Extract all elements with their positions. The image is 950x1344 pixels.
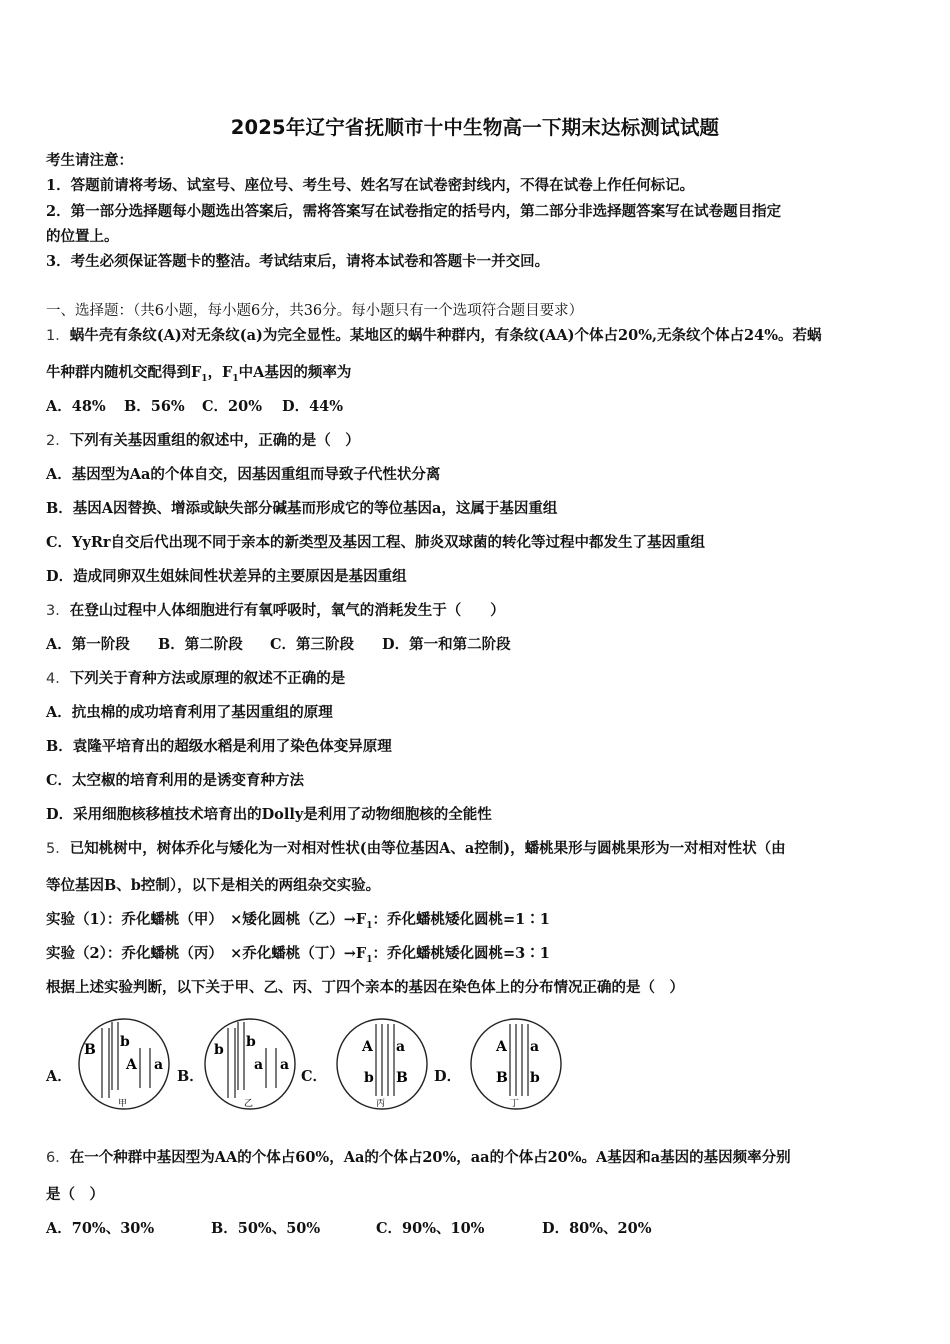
- question-1-line1: 蜗牛壳有条纹(A)对无条纹(a)为完全显性。某地区的蜗牛种群内，有条纹(AA)个体占20%,无条纹个体占24%。若蜗: [69, 327, 822, 344]
- option-b[interactable]: B．基因A因替换、增添或缺失部分碱基而形成它的等位基因a，这属于基因重组: [46, 500, 558, 517]
- gene-label: a: [530, 1039, 540, 1055]
- page-title: 2025年辽宁省抚顺市十中生物高一下期末达标测试试题: [230, 116, 720, 139]
- question-4-stem: [46, 669, 910, 689]
- question-number: 1．: [46, 328, 70, 344]
- option-a[interactable]: A．抗虫棉的成功培育利用了基因重组的原理: [46, 704, 333, 721]
- gene-label: b: [214, 1042, 224, 1058]
- question-number: 2．: [46, 433, 70, 449]
- question-5-stem: [46, 839, 910, 859]
- notice-heading: 考生请注意：: [46, 152, 133, 169]
- exp2-text-b: ：乔化蟠桃矮化圆桃=3∶1: [372, 945, 550, 962]
- gene-label: A: [362, 1039, 373, 1055]
- question-6-stem: [46, 1148, 910, 1168]
- question-6-options: [46, 1219, 910, 1239]
- option-b[interactable]: B．50%、50%: [211, 1220, 321, 1237]
- q1-sub: 1: [201, 373, 208, 384]
- gene-label: b: [246, 1034, 256, 1050]
- exp1-text-a: 实验（1）：乔化蟠桃（甲） ×矮化圆桃（乙）→F: [46, 911, 367, 928]
- option-c[interactable]: C．太空椒的培育利用的是诱变育种方法: [46, 772, 305, 789]
- experiment-1: [46, 910, 910, 936]
- option-a[interactable]: A．第一阶段: [46, 636, 130, 653]
- cell-diagram-jia: [78, 1014, 170, 1114]
- chromosome-diagrams: [46, 1014, 540, 1114]
- option-a[interactable]: A．48%: [46, 398, 106, 415]
- option-a[interactable]: A．基因型为Aa的个体自交，因基因重组而导致子代性状分离: [46, 466, 441, 483]
- question-3-text: 在登山过程中人体细胞进行有氧呼吸时，氧气的消耗发生于（ ）: [69, 602, 505, 619]
- option-c[interactable]: C．90%、10%: [376, 1220, 485, 1237]
- option-d[interactable]: D．第一和第二阶段: [382, 636, 511, 653]
- gene-label: B: [84, 1042, 96, 1058]
- gene-label: a: [396, 1039, 406, 1055]
- q1-text-c: 中A基因的频率为: [238, 364, 352, 381]
- gene-label: a: [254, 1057, 264, 1073]
- option-a[interactable]: A．70%、30%: [46, 1220, 155, 1237]
- exp1-text-b: ：乔化蟠桃矮化圆桃=1∶1: [372, 911, 550, 928]
- exp2-text-a: 实验（2）：乔化蟠桃（丙） ×乔化蟠桃（丁）→F: [46, 945, 367, 962]
- q1-sub: 1: [232, 373, 239, 384]
- question-6-line1: 在一个种群中基因型为AA的个体占60%，Aa的个体占20%，aa的个体占20%。A基因和a基因的基因频率分别: [69, 1149, 791, 1166]
- cell-diagram-bing: [336, 1014, 428, 1114]
- exp1-sub: 1: [366, 920, 373, 931]
- option-d[interactable]: D．: [434, 1068, 462, 1085]
- option-c[interactable]: C．第三阶段: [270, 636, 355, 653]
- question-5-line1: 已知桃树中，树体乔化与矮化为一对相对性状(由等位基因A、a控制)，蟠桃果形与圆桃果形为一对相对性状（由: [69, 840, 786, 857]
- cell-name: 甲: [118, 1099, 128, 1109]
- question-1-stem: [46, 326, 910, 346]
- question-number: 5．: [46, 841, 70, 857]
- question-5-line2: 等位基因B、b控制），以下是相关的两组杂交实验。: [46, 877, 381, 894]
- question-3-options: [46, 635, 910, 655]
- gene-label: A: [496, 1039, 507, 1055]
- question-number: 6．: [46, 1150, 70, 1166]
- option-d[interactable]: D．80%、20%: [542, 1220, 652, 1237]
- option-b[interactable]: B．: [177, 1068, 204, 1085]
- exp2-sub: 1: [366, 954, 373, 965]
- cell-name: 丙: [376, 1099, 386, 1109]
- notice-item: 的位置上。: [46, 228, 119, 245]
- question-2-stem: [46, 431, 910, 451]
- option-d[interactable]: D．采用细胞核移植技术培育出的Dolly是利用了动物细胞核的全能性: [46, 806, 492, 823]
- notice-item: 3．考生必须保证答题卡的整洁。考试结束后，请将本试卷和答题卡一并交回。: [46, 253, 550, 270]
- question-1-options: [46, 397, 910, 417]
- option-d[interactable]: D．造成同卵双生姐妹间性状差异的主要原因是基因重组: [46, 568, 407, 585]
- gene-label: B: [396, 1070, 408, 1086]
- cell-diagram-ding: [470, 1014, 562, 1114]
- option-b[interactable]: B．袁隆平培育出的超级水稻是利用了染色体变异原理: [46, 738, 392, 755]
- notice-item: 2．第一部分选择题每小题选出答案后，需将答案写在试卷指定的括号内，第二部分非选择题答案写在试卷题目指定: [46, 203, 782, 220]
- cell-name: 丁: [510, 1099, 520, 1109]
- cell-diagram-yi: [204, 1014, 296, 1114]
- gene-label: b: [120, 1034, 130, 1050]
- gene-label: b: [530, 1070, 540, 1086]
- experiment-2: [46, 944, 910, 970]
- question-3-stem: [46, 601, 910, 621]
- question-1-stem-line2: [46, 363, 910, 389]
- option-c[interactable]: C．20%: [202, 398, 262, 415]
- question-6-line2: 是（ ）: [46, 1186, 104, 1203]
- option-b[interactable]: B．第二阶段: [158, 636, 243, 653]
- gene-label: B: [496, 1070, 508, 1086]
- gene-label: a: [280, 1057, 290, 1073]
- gene-label: a: [154, 1057, 164, 1073]
- question-number: 4．: [46, 671, 70, 687]
- option-d[interactable]: D．44%: [282, 398, 344, 415]
- option-b[interactable]: B．56%: [124, 398, 185, 415]
- q1-text-a: 牛种群内随机交配得到F: [46, 364, 202, 381]
- question-2-text: 下列有关基因重组的叙述中，正确的是（ ）: [69, 432, 360, 449]
- option-c[interactable]: C．: [301, 1068, 328, 1085]
- section-heading: 一、选择题：（共6小题，每小题6分，共36分。每小题只有一个选项符合题目要求）: [46, 303, 584, 319]
- q1-text-b: ，F: [207, 364, 233, 381]
- option-c[interactable]: C．YyRr自交后代出现不同于亲本的新类型及基因工程、肺炎双球菌的转化等过程中都发生了基因重组: [46, 534, 706, 551]
- cell-name: 乙: [244, 1099, 254, 1109]
- question-5-line3: 根据上述实验判断，以下关于甲、乙、丙、丁四个亲本的基因在染色体上的分布情况正确的是（ ）: [46, 979, 684, 996]
- question-number: 3．: [46, 603, 70, 619]
- question-4-text: 下列关于育种方法或原理的叙述不正确的是: [69, 670, 346, 687]
- gene-label: b: [364, 1070, 374, 1086]
- gene-label: A: [126, 1057, 137, 1073]
- notice-item: 1．答题前请将考场、试室号、座位号、考生号、姓名写在试卷密封线内，不得在试卷上作任何标记。: [46, 177, 695, 194]
- option-a[interactable]: A．: [46, 1068, 72, 1085]
